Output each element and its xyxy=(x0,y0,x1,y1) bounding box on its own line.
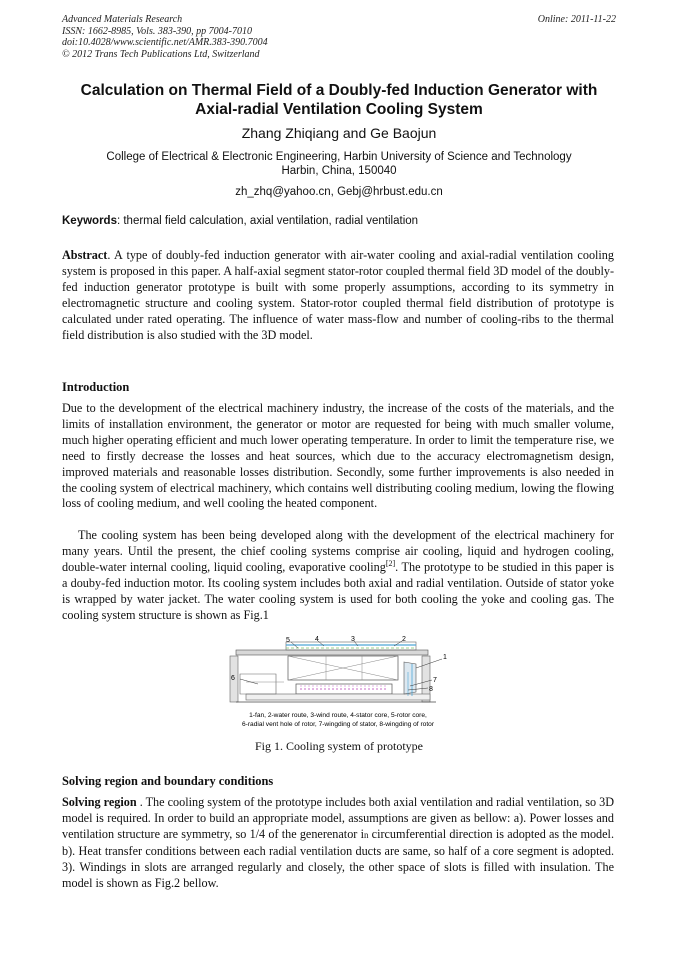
doi-line[interactable]: doi:10.4028/www.scientific.net/AMR.383-390.7004 xyxy=(62,37,268,48)
authors: Zhang Zhiqiang and Ge Baojun xyxy=(241,125,437,141)
introduction-heading: Introduction xyxy=(62,380,130,394)
abstract-text: . A type of doubly-fed induction generator with air-water cooling and axial-radial ventilation cooling system is proposed in this paper. A half-axial segment stator-rotor coupled thermal field 3D model of the doubly-fed induction generator prototype is built with some properly assumptions, according to its symmetry in electromagnetic structure and cooling system. Stator-rotor coupled thermal field distribution of prototype is calculated under rated operating. The influence of water mass-flow and number of cooling-ribs to the thermal field distribution is also studied with the 3D model. xyxy=(62,248,614,342)
figure-1-caption: Fig 1. Cooling system of prototype xyxy=(255,739,423,753)
figure-legend-line-1: 1-fan, 2-water route, 3-wind route, 4-stator core, 5-rotor core, xyxy=(249,712,427,719)
keywords-label: Keywords xyxy=(62,215,117,227)
solving-text-sub: n xyxy=(363,829,369,840)
intro-para2-text-a: The cooling system has been being developed along with the development of the electrical machinery for many years. Until the present, the chief cooling systems comprise air cooling, liquid and hydrogen cooling, double-water internal cooling, liquid cooling, evaporative cooling xyxy=(62,528,614,574)
introduction-paragraph-1: Due to the development of the electrical machinery industry, the increase of the costs of the materials, and the limits of installation environment, the generator or motor are requested for being with much smaller volume, much higher operating efficient and much lower operating temperature. In order to limit the temperature rise, we need to firstly decrease the losses and heat sources, which due to the accuracy electromagnetism design, improved materials and reasonable losses distribution. Secondly, some further improvements is also needed in the cooling system of electrical machinery, which contains well distributing cooling medium, lowing the flowing loss of cooling medium, and well cooling the heated component. xyxy=(62,401,614,511)
cooling-system-diagram xyxy=(216,634,460,730)
affiliation-line-1: College of Electrical & Electronic Engineering, Harbin University of Science and Technology xyxy=(106,151,572,163)
paper-title: Calculation on Thermal Field of a Doubly-fed Induction Generator with Axial-radial Ventilation Cooling System xyxy=(80,82,598,118)
keywords-text: : thermal field calculation, axial ventilation, radial ventilation xyxy=(116,215,419,227)
callout-2: 2 xyxy=(402,636,406,643)
abstract-label: Abstract xyxy=(62,248,108,262)
figure-legend-line-2: 6-radial vent hole of rotor, 7-wingding of stator, 8-wingding of rotor xyxy=(241,721,435,728)
keywords xyxy=(62,214,616,228)
figure-1 xyxy=(216,634,460,730)
callout-5: 5 xyxy=(286,637,290,644)
callout-3: 3 xyxy=(351,636,355,643)
solving-text-b: circumferential direction is adopted as the model. b). Heat transfer conditions between each radial ventilation ducts are same, so half of a core segment is adopted. 3). Windings in slots are arranged regularly and closely, the other space of slots is filled with insulation. The model is shown as Fig.2 bellow. xyxy=(62,826,614,890)
affiliation-line-2: Harbin, China, 150040 xyxy=(281,165,397,177)
journal-name: Advanced Materials Research xyxy=(62,14,183,25)
intro-para2-text-b: . The prototype to be studied in this paper is a douby-fed induction motor. Its cooling system includes both axial and radial ventilation. Outside of stator yoke is wrapped by water jacket. The water cooling system is used for both cooling the yoke and cooling gas. The cooling system structure is shown as Fig.1 xyxy=(62,559,614,622)
solving-text-a: . The cooling system of the prototype includes both axial ventilation and radial ventilation, so 3D model is required. In order to build an appropriate model, assumptions are given as bellow: a). Power losses and ventilation structure are symmetry, so 1/4 of the generenator i xyxy=(62,795,614,841)
online-date: Online: 2011-11-22 xyxy=(537,14,616,25)
affiliation xyxy=(62,150,616,178)
author-emails[interactable]: zh_zhq@yahoo.cn, Gebj@hrbust.edu.cn xyxy=(235,186,443,198)
callout-7: 7 xyxy=(433,677,437,684)
solving-region-paragraph xyxy=(62,795,614,891)
abstract xyxy=(62,248,614,343)
callout-4: 4 xyxy=(315,636,319,643)
solving-region-heading: Solving region and boundary conditions xyxy=(62,774,274,788)
callout-8: 8 xyxy=(429,686,433,693)
citation-ref[interactable]: [2] xyxy=(385,558,396,568)
copyright-line: © 2012 Trans Tech Publications Ltd, Switzerland xyxy=(62,48,260,60)
callout-6: 6 xyxy=(231,675,235,682)
journal-header xyxy=(62,14,482,60)
introduction-paragraph-2 xyxy=(62,528,614,623)
solving-region-label: Solving region xyxy=(62,795,137,809)
issn-line: ISSN: 1662-8985, Vols. 383-390, pp 7004-7010 xyxy=(62,25,252,37)
callout-1: 1 xyxy=(443,654,447,661)
